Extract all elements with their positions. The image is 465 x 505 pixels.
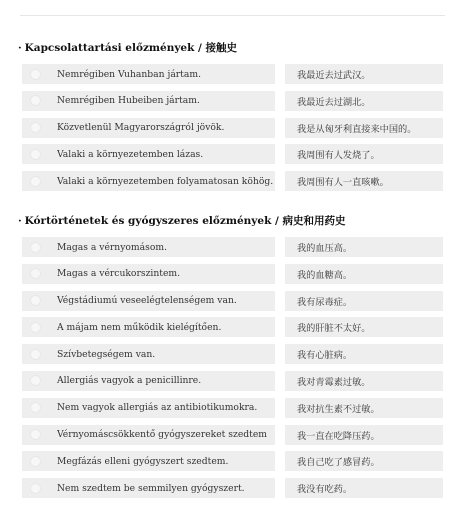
hungarian-text: Nem vagyok allergiás az antibiotikumokra. (57, 402, 258, 414)
option-cell[interactable] (22, 237, 275, 257)
bullet: · (18, 42, 22, 54)
chinese-text: 我周围有人一直咳嗽。 (285, 171, 443, 191)
option-cell[interactable] (22, 144, 275, 164)
hungarian-text: Valaki a környezetemben lázas. (57, 148, 204, 160)
chinese-text: 我一直在吃降压药。 (285, 425, 443, 445)
list-item (22, 478, 443, 498)
hungarian-text: Allergiás vagyok a penicillinre. (57, 375, 202, 387)
contact-history-list (22, 64, 443, 198)
chinese-text: 我最近去过武汉。 (285, 64, 443, 84)
list-item (22, 264, 443, 284)
section-heading-medical-history (18, 213, 346, 228)
checkbox[interactable] (30, 456, 41, 467)
chinese-text: 我周围有人发烧了。 (285, 144, 443, 164)
list-item (22, 398, 443, 418)
option-cell[interactable] (22, 317, 275, 337)
checkbox[interactable] (30, 322, 41, 333)
top-divider (20, 15, 445, 16)
list-item (22, 171, 443, 191)
chinese-text: 我的血压高。 (285, 237, 443, 257)
list-item (22, 344, 443, 364)
chinese-text: 我对青霉素过敏。 (285, 371, 443, 391)
checkbox[interactable] (30, 483, 41, 494)
section-heading-text: Kórtörténetek és gyógyszeres előzmények / 病史和用药史 (24, 215, 346, 227)
chinese-text: 我有心脏病。 (285, 344, 443, 364)
chinese-text: 我是从匈牙利直接来中国的。 (285, 118, 443, 138)
list-item (22, 371, 443, 391)
checkbox[interactable] (30, 349, 41, 360)
list-item (22, 118, 443, 138)
option-cell[interactable] (22, 91, 275, 111)
list-item (22, 291, 443, 311)
checkbox[interactable] (30, 176, 41, 187)
hungarian-text: Megfázás elleni gyógyszert szedtem. (57, 455, 229, 467)
option-cell[interactable] (22, 171, 275, 191)
list-item (22, 451, 443, 471)
hungarian-text: Valaki a környezetemben folyamatosan köhög. (57, 175, 274, 187)
list-item (22, 425, 443, 445)
hungarian-text: A májam nem működik kielégítően. (57, 321, 222, 333)
list-item (22, 317, 443, 337)
option-cell[interactable] (22, 425, 275, 445)
bullet: · (18, 215, 22, 227)
option-cell[interactable] (22, 291, 275, 311)
hungarian-text: Közvetlenül Magyarországról jövök. (57, 122, 225, 134)
hungarian-text: Nemrégiben Hubeiben jártam. (57, 95, 200, 107)
checkbox[interactable] (30, 122, 41, 133)
checkbox[interactable] (30, 95, 41, 106)
chinese-text: 我有尿毒症。 (285, 291, 443, 311)
option-cell[interactable] (22, 264, 275, 284)
checkbox[interactable] (30, 268, 41, 279)
section-heading-text: Kapcsolattartási előzmények / 接触史 (24, 42, 238, 54)
hungarian-text: Magas a vércukorszintem. (57, 268, 181, 280)
chinese-text: 我最近去过湖北。 (285, 91, 443, 111)
checkbox[interactable] (30, 149, 41, 160)
option-cell[interactable] (22, 118, 275, 138)
option-cell[interactable] (22, 451, 275, 471)
checkbox[interactable] (30, 429, 41, 440)
chinese-text: 我的血糖高。 (285, 264, 443, 284)
list-item (22, 237, 443, 257)
hungarian-text: Szívbetegségem van. (57, 348, 156, 360)
chinese-text: 我自己吃了感冒药。 (285, 451, 443, 471)
hungarian-text: Nemrégiben Vuhanban jártam. (57, 68, 201, 80)
checkbox[interactable] (30, 375, 41, 386)
option-cell[interactable] (22, 64, 275, 84)
list-item (22, 64, 443, 84)
section-heading-contact-history (18, 40, 237, 55)
medical-history-list (22, 237, 443, 505)
chinese-text: 我的肝脏不太好。 (285, 317, 443, 337)
checkbox[interactable] (30, 295, 41, 306)
checkbox[interactable] (30, 402, 41, 413)
checkbox[interactable] (30, 69, 41, 80)
option-cell[interactable] (22, 398, 275, 418)
option-cell[interactable] (22, 344, 275, 364)
hungarian-text: Nem szedtem be semmilyen gyógyszert. (57, 482, 245, 494)
option-cell[interactable] (22, 478, 275, 498)
hungarian-text: Vérnyomáscsökkentő gyógyszereket szedtem (57, 429, 268, 441)
hungarian-text: Magas a vérnyomásom. (57, 241, 168, 253)
chinese-text: 我对抗生素不过敏。 (285, 398, 443, 418)
hungarian-text: Végstádiumú veseelégtelenségem van. (57, 295, 237, 307)
option-cell[interactable] (22, 371, 275, 391)
chinese-text: 我没有吃药。 (285, 478, 443, 498)
list-item (22, 91, 443, 111)
list-item (22, 144, 443, 164)
checkbox[interactable] (30, 242, 41, 253)
